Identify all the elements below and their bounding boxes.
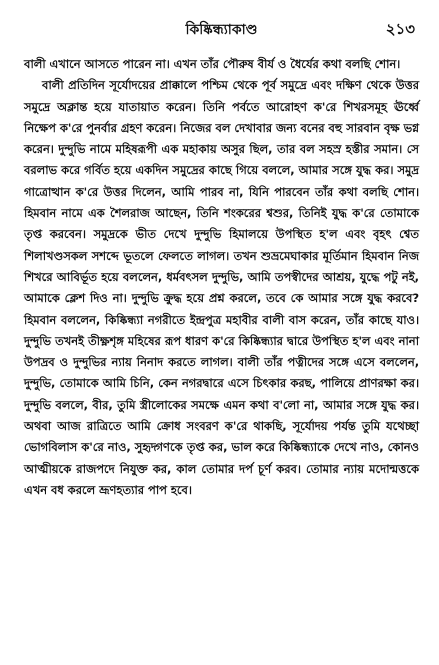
paragraph-2: বালী প্রতিদিন সূর্যোদয়ের প্রাক্কালে পশ্চিম থেকে পূর্ব সমুদ্রে এবং দক্ষিণ থেকে উত্তর সমুদ্রে অক্লান্ত হয়ে যাতায়াত করেন। তিনি পর্বতে আরোহণ ক'রে শিখরসমূহ ঊর্ধ্বে নিক্ষেপ ক'রে পুনর্বার গ্রহণ করেন। নিজের বল দেখাবার জন্য বনের বহু সারবান বৃক্ষ ভগ্ন করেন। দুন্দুভি নামে মহিষরূপী এক মহাকায় অসুর ছিল, তার বল সহস্র হস্তীর সমান। সে বরলাভ করে গর্বিত হয়ে একদিন সমুদ্রের কাছে গিয়ে বললে, আমার সঙ্গে যুদ্ধ কর। সমুদ্র গাত্রোত্থান ক'রে উত্তর দিলেন, আমি পারব না, যিনি পারবেন তাঁর কথা বলছি শোন। হিমবান নামে এক শৈলরাজ আছেন, তিনি শংকরের শ্বশুর, তিনিই যুদ্ধ ক'রে তোমাকে তৃপ্ত করবেন। সমুদ্রকে ভীত দেখে দুন্দুভি হিমালয়ে উপস্থিত হ'ল এবং বৃহৎ শ্বেত শিলাখণ্ডসকল সশব্দে ভূতলে ফেলতে লাগল। তখন শুভ্রমেঘাকার মূর্তিমান হিমবান নিজ শিখরে আবির্ভূত হয়ে বললেন, ধর্মবৎসল দুন্দুভি, আমি তপস্বীদের আশ্রয়, যুদ্ধে পটু নই, আমাকে ক্লেশ দিও না। দুন্দুভি ক্রুদ্ধ হয়ে প্রশ্ন করলে, তবে কে আমার সঙ্গে যুদ্ধ করবে? হিমবান বললেন, কিষ্কিন্ধ্যা নগরীতে ইন্দ্রপুত্র মহাবীর বালী বাস করেন, তাঁর কাছে যাও। দুন্দুভি তখনই তীক্ষ্ণশৃঙ্গ মহিষের রূপ ধারণ ক'রে কিষ্কিন্ধ্যার দ্বারে উপস্থিত হ'ল এবং নানা উপদ্রব ও দুন্দুভির ন্যায় নিনাদ করতে লাগল। বালী তাঁর পত্নীদের সঙ্গে এসে বললেন, দুন্দুভি, তোমাকে আমি চিনি, কেন নগরদ্বারে এসে চিৎকার করছ, পালিয়ে প্রাণরক্ষা কর। দুন্দুভি বললে, বীর, তুমি স্ত্রীলোকের সমক্ষে এমন কথা ব'লো না, আমার সঙ্গে যুদ্ধ কর। অথবা আজ রাত্রিতে আমি ক্রোধ সংবরণ ক'রে থাকছি, সূর্যোদয় পর্যন্ত তুমি যথেচ্ছা ভোগবিলাস ক'রে নাও, সুহৃদ্গণকে তৃপ্ত কর, ভাল করে কিষ্কিন্ধ্যাকে দেখে নাও, কোনও আত্মীয়কে রাজপদে নিযুক্ত কর, কাল তোমার দর্প চূর্ণ করব। তোমার ন্যায় মদোন্মত্তকে এখন বধ করলে ভ্রূণহত্যার পাপ হবে। — [24, 78, 419, 497]
paragraph-1: বালী এখানে আসতে পারেন না। এখন তাঁর পৌরুষ বীর্য ও ধৈর্যের কথা বলছি শোন। — [24, 57, 401, 71]
body-text — [24, 54, 419, 501]
page-header — [24, 16, 419, 44]
page-number: ২১৩ — [385, 20, 415, 38]
running-title: কিষ্কিন্ধ্যাকাণ্ড — [185, 22, 258, 38]
